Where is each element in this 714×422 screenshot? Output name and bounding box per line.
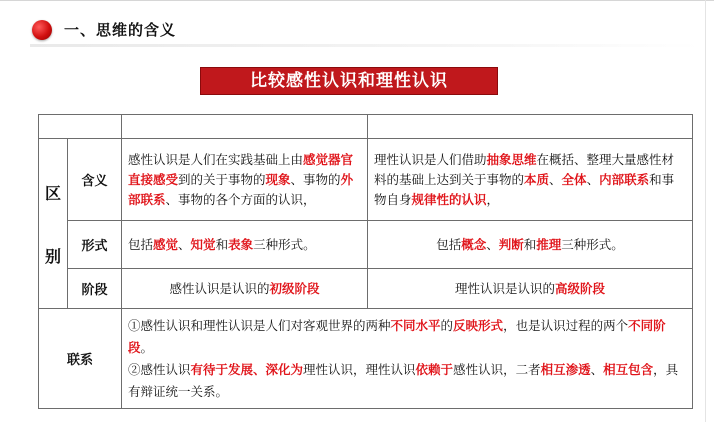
highlight-term: 外部联系 [128, 171, 354, 207]
table-header-row [39, 115, 693, 139]
relation-point-1 [128, 315, 686, 359]
relation-cell [122, 309, 693, 409]
highlight-term: 规律性的认识 [411, 191, 487, 207]
row-label-form: 形式 [68, 221, 122, 269]
relation-point-2-text [128, 362, 678, 399]
text-segment: 理性认识是人们借助 [374, 151, 487, 167]
highlight-term: 表象 [228, 236, 254, 252]
highlight-term: 感觉器官直接感受 [128, 151, 354, 187]
text-segment: ，也是认识过程的两个 [503, 317, 629, 333]
text-segment: 。 [140, 339, 154, 355]
highlight-term: 反映形式 [453, 317, 504, 333]
group-label-cell [39, 139, 68, 309]
header-empty-cell [39, 115, 122, 139]
text-segment: 和 [215, 236, 229, 252]
table-row-stage [39, 269, 693, 309]
group-label-1: 区 [44, 183, 61, 203]
text-segment: 理性认识是认识的 [454, 280, 555, 296]
highlight-term: 判断 [498, 236, 524, 252]
rational-meaning-text [374, 152, 674, 207]
highlight-term: 依赖于 [415, 361, 454, 377]
highlight-term: 知觉 [190, 236, 216, 252]
highlight-term: 全体 [561, 171, 587, 187]
text-segment: ②感性认识 [128, 361, 191, 377]
table-row-meaning [39, 139, 693, 221]
row-label-meaning: 含义 [68, 139, 122, 221]
text-segment: 和事物自身 [374, 171, 675, 207]
text-segment: 、 [549, 171, 562, 187]
perceptual-form-cell [122, 221, 368, 269]
text-segment: 在概括、整理大量感性材料的基础上达到关于事物的 [374, 151, 675, 187]
table-row-relation [39, 309, 693, 409]
rational-meaning-cell [368, 139, 693, 221]
highlight-term: 不同水平 [390, 317, 441, 333]
group-label-2: 别 [44, 246, 61, 266]
highlight-term: 本质 [524, 171, 550, 187]
perceptual-meaning-cell [122, 139, 368, 221]
text-segment: 包括 [436, 236, 462, 252]
text-segment: ①感性认识和理性认识是人们对客观世界的两种 [128, 317, 391, 333]
text-segment: 、事物的 [290, 171, 341, 187]
highlight-term: 内部联系 [599, 171, 650, 187]
highlight-term: 推理 [536, 236, 562, 252]
text-segment: 感性认识是认识的 [169, 280, 270, 296]
text-segment: 感性认识是人们在实践基础上由 [128, 151, 304, 167]
text-segment: 、 [178, 236, 191, 252]
row-label-relation: 联系 [39, 309, 122, 409]
text-segment: 包括 [128, 236, 154, 252]
highlight-term: 有待于发展、深化为 [190, 361, 304, 377]
row-label-stage: 阶段 [68, 269, 122, 309]
highlight-term: 现象 [265, 171, 291, 187]
text-segment: 、 [590, 361, 604, 377]
highlight-term: 初级阶段 [269, 280, 320, 296]
text-segment: 的 [440, 317, 454, 333]
right-border-line [705, 0, 706, 422]
highlight-term: 概念 [461, 236, 487, 252]
perceptual-meaning-text [128, 152, 353, 207]
highlight-term: 相互渗透 [540, 361, 591, 377]
section-bullet-icon [32, 20, 52, 40]
text-segment: ， [486, 191, 500, 207]
text-segment: 、 [486, 236, 499, 252]
highlight-term: 高级阶段 [555, 280, 606, 296]
text-segment: 到的关于事物的 [178, 171, 266, 187]
text-segment: 、事物的各个方面的认识， [165, 191, 316, 207]
comparison-banner-title: 比较感性认识和理性认识 [200, 67, 498, 95]
section-underline [30, 44, 700, 47]
text-segment: 理性认识，理性认识 [303, 361, 416, 377]
text-segment: 、 [586, 171, 600, 187]
top-border-line [0, 0, 714, 1]
text-segment: 感性认识，二者 [453, 361, 541, 377]
highlight-term: 相互包含 [603, 361, 654, 377]
text-segment: 三种形式。 [253, 236, 316, 252]
relation-point-2 [128, 359, 686, 403]
perceptual-form-text [128, 237, 316, 252]
header-rational-cell [368, 115, 693, 139]
highlight-term: 感觉 [153, 236, 179, 252]
rational-stage-cell [368, 269, 693, 309]
highlight-term: 不同阶段 [128, 317, 666, 355]
table-row-form [39, 221, 693, 269]
text-segment: ，具有辩证统一关系。 [128, 361, 679, 399]
highlight-term: 抽象思维 [486, 151, 537, 167]
section-title: 一、思维的含义 [64, 21, 177, 39]
rational-form-text [436, 237, 624, 252]
perceptual-stage-cell [122, 269, 368, 309]
header-perceptual-cell [122, 115, 368, 139]
relation-point-1-text [128, 318, 666, 355]
text-segment: 三种形式。 [561, 236, 624, 252]
rational-stage-text [455, 281, 605, 296]
perceptual-stage-text [169, 281, 319, 296]
rational-form-cell [368, 221, 693, 269]
text-segment: 和 [523, 236, 537, 252]
comparison-table [38, 114, 693, 409]
